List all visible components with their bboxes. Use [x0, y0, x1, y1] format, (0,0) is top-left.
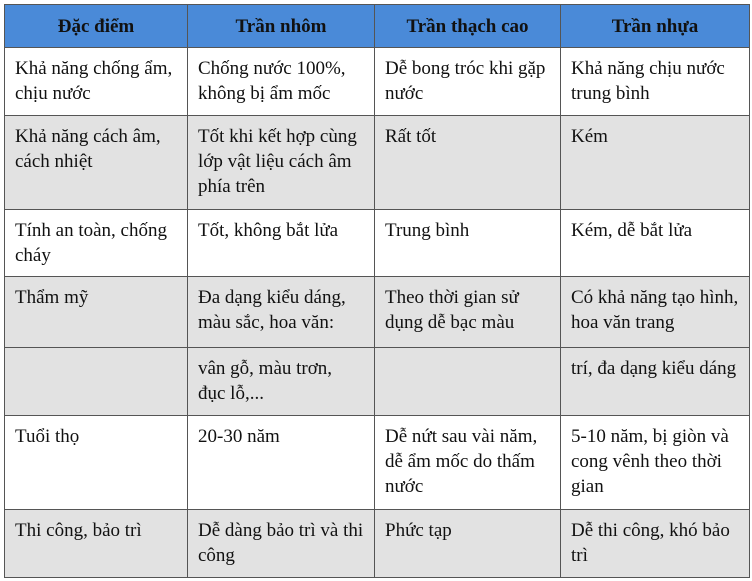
table-row: [5, 48, 750, 116]
table-cell: Đa dạng kiểu dáng, màu sắc, hoa văn:: [188, 277, 375, 348]
table-row: [5, 210, 750, 277]
table-cell: Trung bình: [375, 210, 561, 277]
header-aluminum-ceiling: Trần nhôm: [188, 5, 375, 48]
table-cell: Thẩm mỹ: [5, 277, 188, 348]
header-plastic-ceiling: Trần nhựa: [561, 5, 750, 48]
table-cell: Tốt khi kết hợp cùng lớp vật liệu cách âm phía trên: [188, 116, 375, 210]
header-feature: Đặc điểm: [5, 5, 188, 48]
table-cell: Dễ dàng bảo trì và thi công: [188, 510, 375, 578]
table-cell: Theo thời gian sử dụng dễ bạc màu: [375, 277, 561, 348]
table-header: [5, 5, 750, 48]
table-cell: Có khả năng tạo hình, hoa văn trang: [561, 277, 750, 348]
table-cell: Thi công, bảo trì: [5, 510, 188, 578]
table-cell: Dễ thi công, khó bảo trì: [561, 510, 750, 578]
table-cell: Dễ nứt sau vài năm, dễ ẩm mốc do thấm nước: [375, 416, 561, 510]
table-cell: 20-30 năm: [188, 416, 375, 510]
table-row: [5, 348, 750, 416]
table-cell: Rất tốt: [375, 116, 561, 210]
table-cell: Dễ bong tróc khi gặp nước: [375, 48, 561, 116]
table-cell: [375, 348, 561, 416]
table-cell: Chống nước 100%, không bị ẩm mốc: [188, 48, 375, 116]
table-cell: Kém: [561, 116, 750, 210]
table-row: [5, 277, 750, 348]
table-cell: 5-10 năm, bị giòn và cong vênh theo thời gian: [561, 416, 750, 510]
table-row: [5, 510, 750, 578]
header-gypsum-ceiling: Trần thạch cao: [375, 5, 561, 48]
comparison-table: [4, 4, 750, 578]
table-cell: trí, đa dạng kiểu dáng: [561, 348, 750, 416]
table-cell: [5, 348, 188, 416]
table-cell: Kém, dễ bắt lửa: [561, 210, 750, 277]
table-cell: Khả năng chống ẩm, chịu nước: [5, 48, 188, 116]
table-row: [5, 116, 750, 210]
table-cell: Phức tạp: [375, 510, 561, 578]
table-cell: Tốt, không bắt lửa: [188, 210, 375, 277]
table-cell: Tuổi thọ: [5, 416, 188, 510]
table-body: [5, 48, 750, 578]
table-row: [5, 416, 750, 510]
table-cell: Khả năng cách âm, cách nhiệt: [5, 116, 188, 210]
table-cell: Khả năng chịu nước trung bình: [561, 48, 750, 116]
header-row: [5, 5, 750, 48]
table-cell: vân gỗ, màu trơn, đục lỗ,...: [188, 348, 375, 416]
table-cell: Tính an toàn, chống cháy: [5, 210, 188, 277]
